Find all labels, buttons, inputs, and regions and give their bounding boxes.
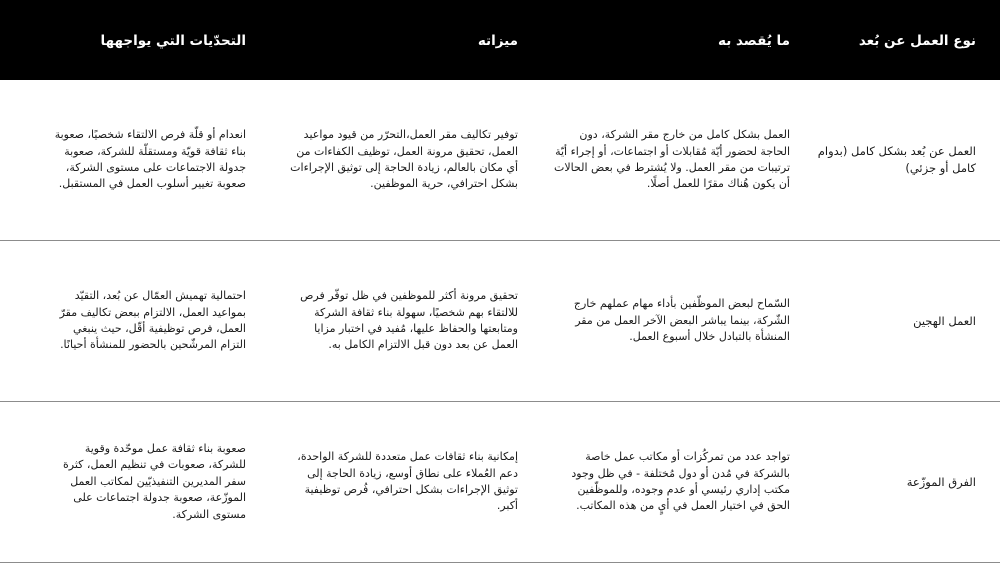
- table-row: [0, 80, 1000, 241]
- cell-type-text: العمل الهجين: [913, 313, 976, 328]
- cell-type-text: الفرق الموزّعة: [906, 474, 976, 489]
- header-type: نوع العمل عن بُعد: [858, 33, 976, 49]
- header-challenges: التحدّيات التي يواجهها: [100, 33, 246, 49]
- cell-challenges: [50, 402, 246, 562]
- header-meaning: ما يُقصد به: [718, 33, 790, 49]
- cell-meaning: [554, 402, 790, 562]
- cell-challenges: [50, 241, 246, 401]
- cell-advantages-text: تحقيق مرونة أكثر للموظفين في ظل توفّر فرص للالتقاء بهم شخصيًا، سهولة بناء ثقافة الشركة ومتابعتها والحفاظ عليها، مُفيد في اختبار مزايا العمل عن بعد دون قبل الالتزام الكامل به.: [300, 289, 518, 352]
- cell-advantages-text: إمكانية بناء ثقافات عمل متعددة للشركة الواحدة، دعم العُملاء على نطاق أوسع، زيادة الحاجة إلى توثيق الإجراءات بشكل احترافي، فُرص توظيفية أكبر.: [297, 450, 518, 513]
- cell-advantages-text: توفير تكاليف مقر العمل،التحرّر من قيود مواعيد العمل، تحقيق مرونة العمل، توظيف الكفاءات من أي مكان بالعالم، زيادة الحاجة إلى توثيق الإجراءات بشكل احترافي، حرية الموظفين.: [290, 128, 518, 191]
- cell-meaning-text: السّماح لبعض الموظّفين بأداء مهام عملهم خارج الشّركة، بينما يباشر البعض الآخر العمل من مقر المنشأة بالتبادل خلال أسبوع العمل.: [573, 297, 790, 344]
- cell-advantages: [286, 241, 518, 401]
- cell-challenges-text: انعدام أو قلّة فرص الالتقاء شخصيًا، صعوبة بناء ثقافة قويّة ومستقلّة للشركة، صعوبة جدولة الاجتماعات على مستوى الشركة، صعوبة تغيير أسلوب العمل في المستقبل.: [54, 128, 246, 191]
- cell-type: [816, 402, 976, 562]
- cell-challenges: [50, 80, 246, 240]
- cell-meaning-text: العمل بشكل كامل من خارج مقر الشركة، دون الحاجة لحضور أيّة مُقابلات أو اجتماعات، أو إجراء أيّة ترتيبات من مقر العمل. ولا يُشترط في بعض الحالات أن يكون هُناك مقرًا للعمل أصلًا.: [554, 128, 790, 191]
- table-row: [0, 402, 1000, 563]
- cell-advantages: [286, 402, 518, 562]
- cell-meaning: [554, 241, 790, 401]
- cell-meaning: [554, 80, 790, 240]
- cell-advantages: [286, 80, 518, 240]
- table-row: [0, 241, 1000, 402]
- header-advantages: ميزاته: [477, 33, 518, 49]
- cell-type: [816, 241, 976, 401]
- cell-type: [816, 80, 976, 240]
- cell-challenges-text: احتمالية تهميش العمّال عن بُعد، التقيّد بمواعيد العمل، الالتزام ببعض تكاليف مقرّ العمل، فرص توظيفية أقّل، حيث ينبغي التزام المرشّحين بالحضور للمنشأة أحيانًا.: [59, 289, 246, 352]
- table-header-row: [0, 0, 1000, 80]
- cell-challenges-text: صعوبة بناء ثقافة عمل موحّدة وقوية للشركة، صعوبات في تنظيم العمل، كثرة سفر المديرين التنفيذيّين لمكاتب العمل الموزّعة، صعوبة جدولة اجتماعات على مستوى الشركة.: [63, 441, 246, 521]
- cell-type-text: العمل عن بُعد بشكل كامل (بدوام كامل أو جزئي): [817, 144, 976, 175]
- cell-meaning-text: تواجد عدد من تمركُزات أو مكاتب عمل خاصة بالشركة في مُدن أو دول مُختلفة - في ظل وجود مكتب إداري رئيسي أو عدم وجوده، وللموظّفين الحق في اختيار العمل في أيٍ من هذه المكاتب.: [571, 450, 790, 513]
